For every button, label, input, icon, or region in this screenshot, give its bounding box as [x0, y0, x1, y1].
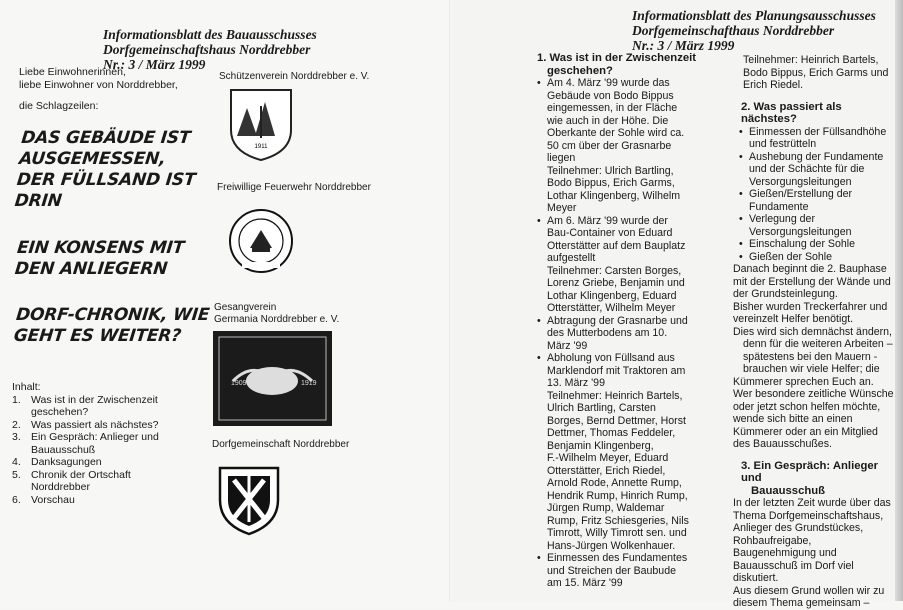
line: diskutiert. — [733, 572, 779, 584]
line: • Einmessen des Fundamentes — [547, 552, 688, 564]
line: Meyer — [547, 202, 577, 214]
heading-line: 3. Ein Gespräch: Anlieger und — [741, 459, 879, 484]
headline-line: DRIN — [13, 191, 63, 211]
line: brauchen wir viele Helfer; die — [743, 363, 880, 375]
line: • Am 4. März '99 wurde das — [547, 77, 670, 89]
toc-number: 4. — [12, 456, 21, 468]
line: des Mutterbodens am 10. — [547, 327, 668, 339]
headline-2 — [14, 238, 185, 280]
toc-number: 2. — [12, 418, 21, 431]
heading-line: geschehen? — [547, 64, 613, 77]
logo-caption-line: Germania Norddrebber e. V. — [214, 314, 340, 325]
line: Marklendorf mit Traktoren am — [547, 364, 686, 377]
section-heading — [733, 460, 898, 498]
line: Lothar Klingenberg, Eduard — [547, 289, 677, 302]
toc-item — [12, 456, 159, 469]
line: Bodo Bippus, Erich Garms und — [743, 66, 889, 79]
right-header-line: Informationsblatt des Planungsausschusses — [632, 8, 876, 23]
right-header-line: Nr.: 3 / März 1999 — [632, 38, 735, 53]
line: Teilnehmer: Heinrich Bartels, — [547, 389, 683, 402]
list-item — [537, 215, 707, 315]
line: Otterstätter, Wilhelm Meyer — [547, 302, 676, 314]
right-page — [452, 0, 903, 609]
line: • Einmessen der Füllsandhöhe — [749, 125, 887, 138]
list-item — [739, 188, 898, 213]
right-header-line: Dorfgemeinschafthaus Norddrebber — [632, 23, 835, 38]
line: Wer besondere zeitliche Wünsche — [733, 388, 894, 400]
line: • Abtragung der Grasnarbe und — [547, 314, 688, 327]
toc-text: Chronik der Ortschaft — [31, 468, 131, 481]
line: Otterstätter auf dem Bauplatz — [547, 239, 686, 252]
line: Teilnehmer: Heinrich Bartels, — [743, 54, 879, 66]
list-item — [739, 151, 898, 189]
line: Teilnehmer: Ulrich Bartling, — [547, 164, 674, 177]
greeting — [19, 66, 178, 91]
line: In der letzten Zeit wurde über das — [733, 497, 891, 509]
next-steps-list — [733, 126, 898, 264]
svg-text:1911: 1911 — [254, 144, 268, 150]
paragraph — [733, 497, 898, 610]
line: diesem Thema gemeinsam – — [733, 597, 870, 609]
line: 13. März '99 — [547, 377, 605, 389]
paragraph — [733, 263, 898, 451]
line: Aus diesem Grund wollen wir zu — [733, 584, 885, 597]
line: Dies wird sich demnächst ändern, — [733, 325, 892, 338]
toc-label: Inhalt: — [12, 381, 41, 393]
line: Versorgungsleitungen — [749, 225, 852, 238]
logo-caption-line: Gesangverein — [214, 302, 277, 313]
heading-line: Bauausschuß — [751, 484, 826, 497]
line: Rohbaufreigabe, — [733, 534, 812, 547]
heading-line: 1. Was ist in der Zwischenzeit — [537, 52, 697, 64]
headline-line: AUSGEMESSEN, — [18, 149, 167, 169]
toc-text: Norddrebber — [31, 481, 90, 493]
participants — [733, 54, 898, 92]
list-item — [537, 315, 707, 353]
left-header-line: Informationsblatt des Bauausschusses — [103, 27, 317, 42]
toc-item — [12, 419, 159, 432]
line: Hendrik Rump, Hinrich Rump, — [547, 489, 688, 502]
line: Rump, Fritz Schiesgeries, Nils — [547, 514, 689, 527]
line: • Einschalung der Sohle — [749, 238, 856, 250]
line: Bau-Container von Eduard — [547, 227, 673, 239]
greeting-line: liebe Einwohner von Norddrebber, — [19, 78, 178, 91]
line: Danach beginnt die 2. Bauphase — [733, 263, 887, 275]
line: Bodo Bippus, Erich Garms, — [547, 177, 675, 189]
schlagzeilen-label: die Schlagzeilen: — [19, 100, 99, 112]
headline-line: DEN ANLIEGERN — [13, 259, 169, 279]
line: des Bauausschußes. — [733, 438, 832, 450]
line: mit der Erstellung der Wände und — [733, 275, 891, 288]
line: denn für die weiteren Arbeiten – — [743, 338, 893, 350]
headline-line: DORF-CHRONIK, WIE — [15, 305, 211, 325]
line: und der Schächte für die — [749, 163, 865, 175]
line: Hans-Jürgen Wolkenhauer. — [547, 539, 676, 552]
toc-text: Vorschau — [31, 493, 75, 506]
line: Lothar Klingenberg, Wilhelm — [547, 189, 681, 202]
svg-text:1919: 1919 — [301, 380, 317, 387]
line: am 15. März '99 — [547, 577, 623, 589]
line: • Am 6. März '99 wurde der — [547, 214, 668, 227]
list-item — [537, 77, 707, 215]
list-item — [537, 552, 707, 590]
line: liegen — [547, 152, 576, 164]
line: Oberkante der Sohle wird ca. — [547, 127, 685, 139]
list-item — [739, 238, 898, 251]
toc-text: geschehen? — [31, 406, 89, 418]
line: oder jetzt schon helfen möchte, — [733, 400, 881, 413]
dorfgemeinschaft-wappen-icon — [216, 460, 282, 536]
line: Thema Dorfgemeinschaftshaus, — [733, 509, 884, 522]
line: Teilnehmer: Carsten Borges, — [547, 264, 682, 277]
line: Lorenz Griebe, Benjamin und — [547, 277, 685, 289]
line: spätestens bei den Mauern - — [743, 350, 878, 363]
line: Versorgungsleitungen — [749, 175, 852, 188]
line: und festrütteln — [749, 138, 817, 150]
greeting-line: Liebe Einwohnerinnen, — [19, 66, 126, 78]
line: Anlieger des Grundstückes, — [733, 522, 864, 534]
toc-number: 6. — [12, 493, 21, 506]
line: Dettmer, Thomas Feddeler, — [547, 427, 676, 439]
logo-caption: Schützenverein Norddrebber e. V. — [219, 71, 370, 82]
list-item — [739, 213, 898, 238]
left-header-line: Nr.: 3 / März 1999 — [103, 57, 206, 72]
toc-number: 5. — [12, 468, 21, 481]
list-item — [739, 126, 898, 151]
left-page — [0, 0, 452, 601]
logo-caption: Freiwillige Feuerwehr Norddrebber — [217, 182, 371, 193]
headline-line: GEHT ES WEITER? — [12, 326, 182, 346]
toc-text: Bauausschuß — [31, 443, 96, 456]
line: Gebäude von Bodo Bippus — [547, 89, 674, 102]
section-heading: 2. Was passiert als nächstes? — [741, 100, 842, 125]
toc-text: Was ist in der Zwischenzeit — [31, 393, 158, 406]
line: Fundamente — [749, 200, 809, 213]
right-header — [632, 8, 876, 53]
toc-item — [12, 469, 159, 494]
list-item — [537, 352, 707, 552]
gesangverein-emblem-icon — [213, 331, 332, 426]
svg-text:1909: 1909 — [231, 380, 247, 387]
line: Arnold Rode, Annette Rump, — [547, 477, 682, 489]
line: Kümmerer sprechen Euch an. — [733, 375, 874, 388]
toc-number: 1. — [12, 393, 21, 406]
toc-number: 3. — [12, 431, 21, 443]
line: eingemessen, in der Fläche — [547, 102, 678, 114]
table-of-contents — [12, 381, 159, 506]
line: • Aushebung der Fundamente — [749, 150, 884, 163]
toc-item — [12, 394, 159, 419]
line: aufgestellt — [547, 252, 596, 264]
toc-item — [12, 431, 159, 456]
line: Baugenehmigung und — [733, 547, 837, 559]
column-2 — [733, 54, 898, 610]
toc-text: Danksagungen — [31, 456, 102, 468]
line: Bisher wurden Treckerfahrer und — [733, 300, 888, 313]
logo-caption — [214, 302, 339, 326]
headline-line: EIN KONSENS MIT — [16, 238, 186, 258]
line: und Streichen der Baubude — [547, 564, 676, 577]
line: Erich Riedel. — [743, 79, 804, 91]
line: Otterstätter, Erich Riedel, — [547, 464, 666, 477]
page-edge — [895, 0, 903, 601]
line: Kümmerer oder an ein Mitglied — [733, 425, 878, 438]
line: Jürgen Rump, Waldemar — [547, 502, 665, 514]
column-1 — [537, 52, 707, 590]
headline-3 — [13, 305, 211, 347]
line: F.-Wilhelm Meyer, Eduard — [547, 452, 669, 464]
line: der Grundsteinlegung. — [733, 288, 838, 300]
line: • Abholung von Füllsand aus — [547, 352, 675, 364]
line: • Verlegung der — [749, 213, 815, 225]
headline-line: DER FÜLLSAND IST — [15, 170, 197, 190]
line: Bauausschuß im Dorf viel — [733, 559, 854, 572]
section-heading — [537, 52, 707, 77]
logo-caption: Dorfgemeinschaft Norddrebber — [212, 439, 350, 450]
line: 50 cm über der Grasnarbe — [547, 139, 672, 152]
headline-1 — [14, 128, 201, 212]
schuetzenverein-emblem-icon — [227, 86, 295, 162]
list-item — [739, 251, 898, 264]
toc-text: Ein Gespräch: Anlieger und — [31, 431, 159, 443]
line: vereinzelt Helfer benötigt. — [733, 313, 854, 325]
toc-text: Was passiert als nächstes? — [31, 418, 159, 431]
line: Borges, Bernd Dettmer, Horst — [547, 414, 686, 427]
line: Ulrich Bartling, Carsten — [547, 402, 656, 414]
left-header-line: Dorfgemeinschaftshaus Norddrebber — [103, 42, 311, 57]
toc-item — [12, 494, 159, 507]
headline-line: DAS GEBÄUDE IST — [20, 128, 192, 148]
feuerwehr-emblem-icon — [228, 208, 294, 274]
line: wende sich bitte an einen — [733, 413, 853, 425]
line: Benjamin Klingenberg, — [547, 439, 654, 452]
line: • Gießen/Erstellung der — [749, 188, 853, 200]
event-list — [537, 77, 707, 590]
line: Timrott, Willy Timrott sen. und — [547, 527, 687, 539]
line: • Gießen der Sohle — [749, 250, 833, 263]
line: März '99 — [547, 339, 588, 352]
line: wie auch in der Höhe. Die — [547, 114, 669, 127]
